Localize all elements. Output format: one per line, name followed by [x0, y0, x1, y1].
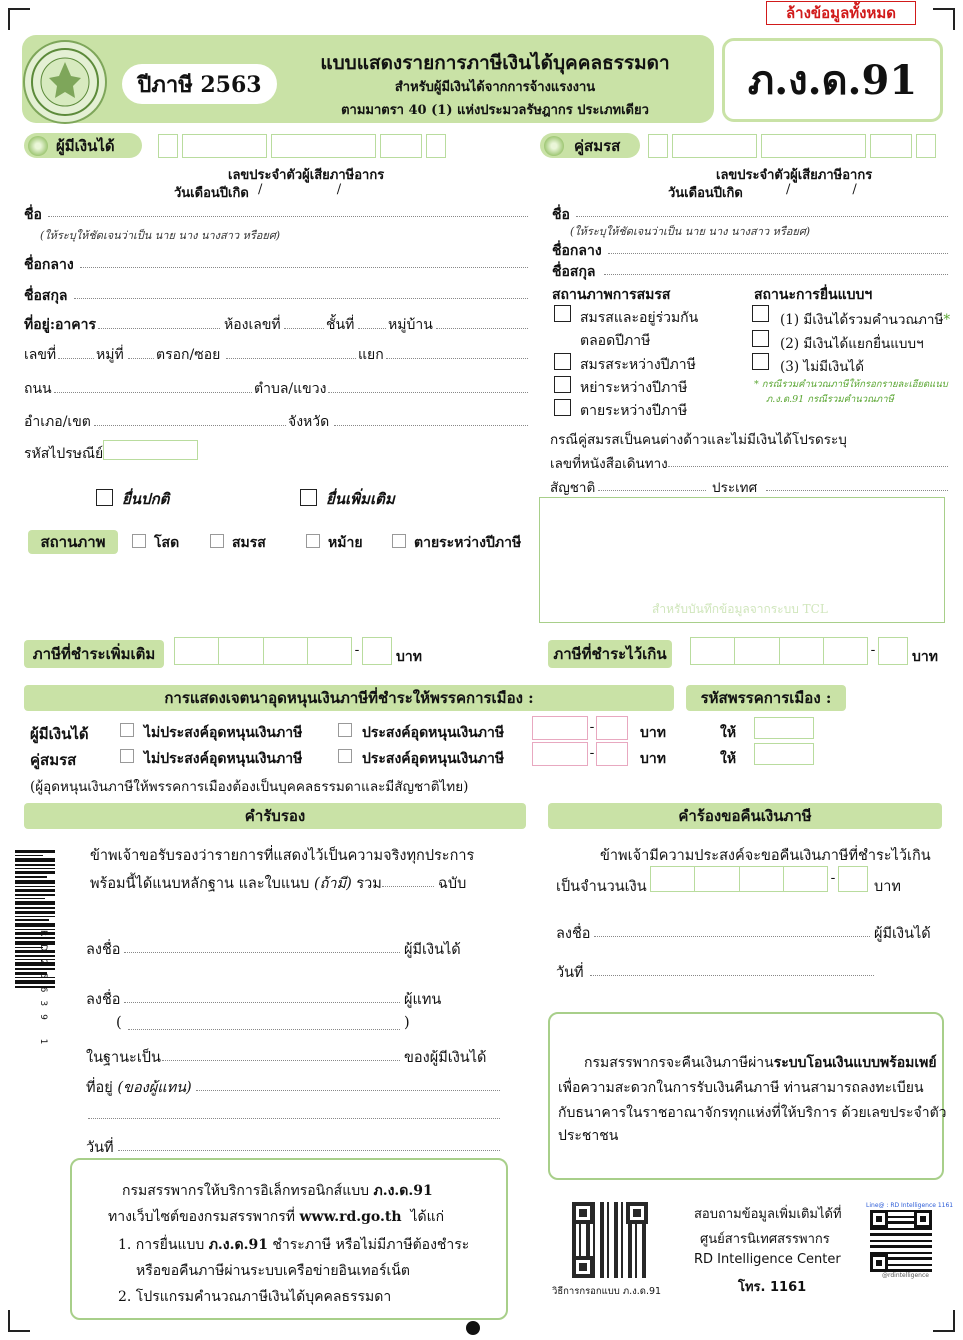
party-title: การแสดงเจตนาอุดหนุนเงินภาษีที่ชำระให้พรรคการเมือง : — [24, 685, 674, 711]
surname-label: ชื่อสกุล — [552, 264, 596, 280]
certify-text: ข้าพเจ้าขอรับรองว่ารายการที่แสดงไว้เป็นความจริงทุกประการ — [90, 848, 475, 864]
status-widowed-checkbox[interactable] — [306, 534, 320, 548]
marital-living-together-checkbox[interactable] — [554, 305, 571, 322]
spouse-support-amount-field[interactable]: - — [532, 742, 628, 766]
province-field[interactable] — [334, 425, 528, 426]
baht-label: บาท — [874, 879, 901, 895]
agent-address-field[interactable] — [196, 1090, 500, 1091]
marital-divorced-checkbox[interactable] — [554, 376, 571, 393]
room-field[interactable] — [284, 328, 324, 329]
party-note: (ผู้อุดหนุนเงินภาษีให้พรรคการเมืองต้องเป็นบุคคลธรรมดาและมีสัญชาติไทย) — [30, 779, 469, 795]
line-qr-code-icon[interactable] — [870, 1210, 932, 1272]
middle-name-field[interactable] — [80, 267, 528, 268]
paren-close: ) — [404, 1015, 410, 1031]
baht-label: บาท — [396, 649, 422, 665]
middle-name-label: ชื่อกลาง — [24, 257, 74, 273]
nationality-label: สัญชาติ — [550, 480, 596, 496]
marital-option-label: หย่าระหว่างปีภาษี — [580, 380, 688, 396]
tax-additional-label: ภาษีที่ชำระเพิ่มเติม — [24, 640, 164, 668]
sign-label: ลงชื่อ — [556, 926, 591, 942]
filing-no-income-checkbox[interactable] — [752, 353, 769, 370]
dob-field[interactable]: / / — [786, 182, 857, 197]
no-support-label: ไม่ประสงค์อุดหนุนเงินภาษี — [144, 725, 303, 741]
no-support-label: ไม่ประสงค์อุดหนุนเงินภาษี — [144, 751, 303, 767]
agent-signature-field[interactable] — [124, 1002, 400, 1003]
baht-label: บาท — [912, 649, 938, 665]
tax-overpaid-field[interactable]: - — [690, 637, 908, 665]
registration-mark — [8, 8, 30, 30]
file-normal-checkbox[interactable] — [96, 489, 113, 506]
give-label: ให้ — [720, 725, 737, 741]
filing-note: * กรณีรวมคำนวณภาษีให้กรอกรายละเอียดแนบ — [754, 379, 948, 390]
filing-option-label: (2) มีเงินได้แยกยื่นแบบฯ — [780, 336, 924, 352]
promptpay-text: กับธนาคารในราชอาณาจักรทุกแห่งที่ให้บริการ ด้วยเลขประจำตัว — [558, 1105, 947, 1121]
radio-icon — [28, 136, 48, 156]
party-code-title: รหัสพรรคการเมือง : — [686, 685, 846, 711]
status-option-label: โสด — [154, 535, 180, 551]
tab-spouse: คู่สมรส — [540, 133, 640, 158]
form-title: แบบแสดงรายการภาษีเงินได้บุคคลธรรมดา — [320, 52, 670, 74]
promptpay-box — [548, 1012, 947, 1180]
barcode-text: RD25639 1 — [38, 930, 48, 1053]
taxpayer-label: ผู้มีเงินได้ — [404, 942, 461, 958]
yaek-field[interactable] — [386, 358, 528, 359]
filing-option-label: (1) มีเงินได้รวมคำนวณภาษี* — [780, 312, 951, 328]
nationality-field[interactable] — [598, 490, 706, 491]
line-id-text: Line@ : RD Intelligence 1161 — [866, 1202, 954, 1209]
postcode-label: รหัสไปรษณีย์ — [24, 446, 104, 462]
status-tab: สถานภาพ — [28, 530, 118, 554]
filing-title: สถานะการยื่นแบบฯ — [754, 287, 873, 303]
file-normal-label: ยื่นปกติ — [122, 490, 170, 508]
agent-address-field-2[interactable] — [88, 1118, 500, 1119]
name-hint: (ให้ระบุให้ชัดเจนว่าเป็น นาย นาง นางสาว หรือยศ) — [570, 225, 811, 238]
status-deceased-checkbox[interactable] — [392, 534, 406, 548]
subdistrict-label: ตำบล/แขวง — [254, 381, 327, 397]
marital-option-label: สมรสและอยู่ร่วมกัน — [580, 310, 699, 326]
road-label: ถนน — [24, 381, 52, 397]
country-field[interactable] — [766, 490, 948, 491]
refund-amount-field[interactable]: - — [650, 866, 868, 892]
dob-field[interactable]: / / — [258, 182, 342, 197]
soi-field[interactable] — [226, 358, 356, 359]
line-qr-caption: @rdintelligence — [882, 1272, 929, 1279]
barcode — [15, 850, 55, 1020]
refund-text: ข้าพเจ้ามีความประสงค์จะขอคืนเงินภาษีที่ชำระไว้เกิน — [600, 848, 931, 864]
form-subtitle: สำหรับผู้มีเงินได้จากการจ้างแรงงาน — [394, 80, 596, 95]
eservice-item: 1. การยื่นแบบ ภ.ง.ด.91 ชำระภาษี หรือไม่มีภาษีต้องชำระ — [118, 1237, 470, 1253]
status-option-label: สมรส — [232, 535, 266, 551]
province-label: จังหวัด — [288, 414, 330, 430]
moo-field[interactable] — [128, 358, 154, 359]
status-option-label: ตายระหว่างปีภาษี — [414, 535, 522, 551]
district-field[interactable] — [94, 425, 286, 426]
yaek-label: แยก — [358, 347, 384, 363]
country-label: ประเทศ — [712, 480, 758, 496]
certify-text: พร้อมนี้ได้แนบหลักฐาน และใบแนบ (ถ้ามี) รวม — [90, 876, 382, 892]
of-taxpayer-label: ของผู้มีเงินได้ — [404, 1050, 487, 1066]
form-subtitle: ตามมาตรา 40 (1) แห่งประมวลรัษฎากร ประเภทเดียว — [341, 103, 649, 118]
taxpayer-signature-field[interactable] — [124, 952, 400, 953]
qr-code-icon[interactable] — [572, 1202, 648, 1278]
paren-open: ( — [116, 1015, 122, 1031]
taxpayer-support-checkbox[interactable] — [338, 723, 352, 737]
agent-label: ผู้แทน — [404, 992, 442, 1008]
marital-option-label: สมรสระหว่างปีภาษี — [580, 357, 696, 373]
spouse-middle-field[interactable] — [608, 253, 948, 254]
file-additional-checkbox[interactable] — [300, 489, 317, 506]
dob-label: วันเดือนปีเกิด — [668, 186, 743, 201]
refund-title: คำร้องขอคืนเงินภาษี — [548, 803, 942, 829]
support-label: ประสงค์อุดหนุนเงินภาษี — [362, 725, 505, 741]
postcode-field[interactable] — [103, 440, 198, 460]
name-label: ชื่อ — [24, 207, 42, 223]
moo-label: หมู่ที่ — [96, 347, 124, 363]
contact-text: RD Intelligence Center — [694, 1252, 841, 1267]
floor-label: ชั้นที่ — [326, 317, 355, 333]
tab-taxpayer: ผู้มีเงินได้ — [24, 133, 142, 158]
copies-label: ฉบับ — [438, 876, 467, 892]
soi-label: ตรอก/ซอย — [156, 347, 221, 363]
filing-combined-checkbox[interactable] — [752, 305, 769, 322]
tin-label: เลขประจำตัวผู้เสียภาษีอากร — [716, 168, 873, 183]
baht-label: บาท — [640, 725, 666, 741]
status-single-checkbox[interactable] — [132, 534, 146, 548]
filing-option-label: (3) ไม่มีเงินได้ — [780, 359, 864, 375]
contact-phone: โทร. 1161 — [738, 1280, 807, 1295]
spouse-tin-field[interactable] — [648, 134, 948, 158]
form-code: ภ.ง.ด.91 — [722, 38, 943, 122]
name-hint: (ให้ระบุให้ชัดเจนว่าเป็น นาย นาง นางสาว หรือยศ) — [40, 229, 281, 242]
give-label: ให้ — [720, 751, 737, 767]
name-label: ชื่อ — [552, 207, 570, 223]
clear-all-button[interactable]: ล้างข้อมูลทั้งหมด — [766, 1, 916, 25]
contact-text: ศูนย์สารนิเทศสรรพากร — [700, 1232, 830, 1247]
building-field[interactable] — [98, 328, 220, 329]
sign-label: ลงชื่อ — [86, 942, 121, 958]
date-label: วันที่ — [86, 1140, 114, 1156]
marital-title: สถานภาพการสมรส — [552, 287, 671, 303]
promptpay-text: ประชาชน — [558, 1128, 619, 1144]
taxpayer-tin-field[interactable] — [158, 134, 458, 158]
tin-label: เลขประจำตัวผู้เสียภาษีอากร — [228, 168, 385, 183]
agent-name-field[interactable] — [128, 1029, 400, 1030]
spouse-surname-field[interactable] — [604, 274, 948, 275]
promptpay-text: กรมสรรพากรจะคืนเงินภาษีผ่านระบบโอนเงินแบบพร้อมเพย์ — [584, 1055, 937, 1071]
registration-mark — [8, 1310, 30, 1332]
spouse-party-code-field[interactable] — [754, 743, 814, 765]
contact-text: สอบถามข้อมูลเพิ่มเติมได้ที่ — [694, 1207, 842, 1222]
village-label: หมู่บ้าน — [388, 317, 433, 333]
road-field[interactable] — [54, 392, 252, 393]
marital-deceased-checkbox[interactable] — [554, 399, 571, 416]
floor-field[interactable] — [358, 328, 386, 329]
revenue-seal-icon — [23, 40, 107, 124]
taxpayer-party-code-field[interactable] — [754, 717, 814, 739]
eservice-text: ทางเว็บไซต์ของกรมสรรพากรที่ www.rd.go.th ได้แก่ — [108, 1209, 445, 1225]
taxpayer-no-support-checkbox[interactable] — [120, 723, 134, 737]
house-no-label: เลขที่ — [24, 347, 57, 363]
support-label: ประสงค์อุดหนุนเงินภาษี — [362, 751, 505, 767]
marital-option-label: ตายระหว่างปีภาษี — [580, 403, 688, 419]
surname-field[interactable] — [74, 298, 528, 299]
district-label: อำเภอ/เขต — [24, 414, 91, 430]
tax-overpaid-label: ภาษีที่ชำระไว้เกิน — [548, 640, 672, 668]
room-label: ห้องเลขที่ — [224, 317, 281, 333]
party-taxpayer-label: ผู้มีเงินได้ — [30, 725, 89, 743]
capacity-label: ในฐานะเป็น — [86, 1050, 161, 1066]
status-option-label: หม้าย — [328, 535, 363, 551]
marital-married-during-year-checkbox[interactable] — [554, 353, 571, 370]
eservice-item: 2. โปรแกรมคำนวณภาษีเงินได้บุคคลธรรมดา — [118, 1289, 392, 1305]
date-label: วันที่ — [556, 965, 584, 981]
registration-dot — [466, 1321, 480, 1335]
foreign-note: กรณีคู่สมรสเป็นคนต่างด้าวและไม่มีเงินได้โปรดระบุ — [550, 432, 847, 448]
subdistrict-field[interactable] — [328, 392, 528, 393]
registration-mark — [933, 1310, 955, 1332]
village-field[interactable] — [436, 328, 528, 329]
taxpayer-support-amount-field[interactable]: - — [532, 716, 628, 740]
promptpay-text: เพื่อความสะดวกในการรับเงินคืนภาษี ท่านสามารถลงทะเบียน — [558, 1080, 924, 1096]
baht-label: บาท — [640, 751, 666, 767]
radio-icon — [544, 136, 564, 156]
refund-date-field[interactable] — [590, 975, 874, 976]
surname-label: ชื่อสกุล — [24, 288, 68, 304]
tcl-record-box — [539, 497, 945, 623]
eservice-box — [70, 1158, 508, 1320]
certify-date-field[interactable] — [118, 1150, 500, 1151]
party-spouse-label: คู่สมรส — [30, 751, 77, 769]
capacity-field[interactable] — [162, 1060, 400, 1061]
taxpayer-label: ผู้มีเงินได้ — [874, 926, 931, 942]
middle-name-label: ชื่อกลาง — [552, 243, 602, 259]
name-field[interactable] — [48, 216, 528, 217]
eservice-text: กรมสรรพากรให้บริการอิเล็กทรอนิกส์แบบ ภ.ง.ด.91 — [122, 1183, 433, 1199]
passport-field[interactable] — [668, 466, 948, 467]
registration-mark — [933, 8, 955, 30]
refund-signature-field[interactable] — [594, 936, 870, 937]
certify-title: คำรับรอง — [24, 803, 526, 829]
spouse-name-field[interactable] — [576, 216, 948, 217]
file-additional-label: ยื่นเพิ่มเติม — [326, 490, 395, 508]
spouse-support-checkbox[interactable] — [338, 749, 352, 763]
tax-year-label: ปีภาษี 2563 — [122, 64, 277, 104]
dob-label: วันเดือนปีเกิด — [174, 186, 249, 201]
tax-additional-field[interactable]: - — [174, 637, 392, 665]
attachment-count-field[interactable] — [382, 886, 434, 887]
filing-note: ภ.ง.ด.91 กรณีรวมคำนวณภาษี — [766, 394, 894, 405]
tcl-note: สำหรับบันทึกข้อมูลจากระบบ TCL — [652, 602, 828, 616]
passport-label: เลขที่หนังสือเดินทาง — [550, 456, 668, 472]
spouse-no-support-checkbox[interactable] — [120, 749, 134, 763]
eservice-item: หรือขอคืนภาษีผ่านระบบเครือข่ายอินเทอร์เน็ต — [136, 1263, 410, 1279]
refund-amount-label: เป็นจำนวนเงิน — [556, 879, 647, 895]
filing-separate-checkbox[interactable] — [752, 330, 769, 347]
qr-caption: วิธีการกรอกแบบ ภ.ง.ด.91 — [552, 1286, 662, 1297]
marital-option-label: ตลอดปีภาษี — [580, 333, 651, 349]
sign-label: ลงชื่อ — [86, 992, 121, 1008]
address-building-label: ที่อยู่:อาคาร — [24, 317, 97, 333]
house-no-field[interactable] — [58, 358, 94, 359]
status-married-checkbox[interactable] — [210, 534, 224, 548]
agent-address-label: ที่อยู่ (ของผู้แทน) — [86, 1080, 192, 1096]
